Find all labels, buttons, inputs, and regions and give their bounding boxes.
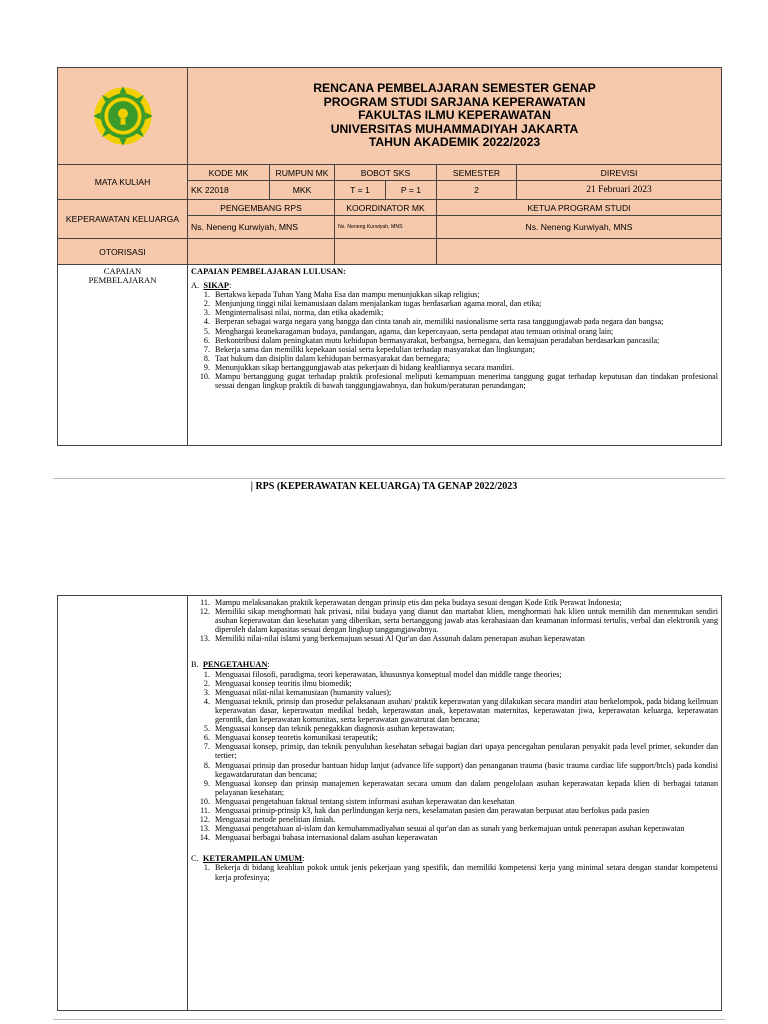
keterampilan-heading: C. KETERAMPILAN UMUM: <box>191 854 305 864</box>
semester-header: SEMESTER <box>437 165 517 181</box>
pengetahuan-item: 1. Menguasai filosofi, paradigma, teori keperawatan, khususnya konseptual model dan middle range theories; <box>212 670 718 679</box>
logo-cell <box>58 68 188 165</box>
sikap-item: 11. Mampu melaksanakan praktik keperawatan dengan prinsip etis dan peka budaya sesuai dengan Kode Etik Perawat Indonesia; <box>212 598 718 607</box>
pengetahuan-item: 14. Menguasai berbagai bahasa internasional dalam asuhan keperawatan <box>212 833 718 842</box>
pengetahuan-item: 9. Menguasai konsep dan prinsip manajemen keperawatan secara umum dan dalam pengelolaan asuhan keperawatan kepada klien di berbagai tatanan pelayanan kesehatan; <box>212 779 718 797</box>
title-line-2: PROGRAM STUDI SARJANA KEPERAWATAN <box>323 94 586 109</box>
rumpun-mk-header: RUMPUN MK <box>270 165 335 181</box>
footer-divider-2 <box>53 1019 725 1020</box>
otorisasi-sign-3 <box>437 239 722 265</box>
sikap-item: 7. Bekerja sama dan memiliki kepekaan sosial serta kepedulian terhadap masyarakat dan lingkungan; <box>212 345 718 354</box>
pengetahuan-item: 10. Menguasai pengetahuan faktual tentang sistem informasi asuhan keperawatan dan kesehatan <box>212 797 718 806</box>
pengetahuan-item: 11. Menguasai prinsip-prinsip k3, hak dan perlindungan kerja ners, keselamatan pasien dan perawatan berpusat atau berfokus pada pasien <box>212 806 718 815</box>
sikap-item: 5. Menghargai keanekaragaman budaya, pandangan, agama, dan kepercayaan, serta pendapat atau temuan orisinal orang lain; <box>212 327 718 336</box>
pengetahuan-item: 3. Menguasai nilai-nilai kemanusiaan (humanity values); <box>212 688 718 697</box>
sikap-item: 13. Memiliki nilai-nilai islami yang berkemajuan sesuai Al Qur'an dan Assunah dalam penerapan asuhan keperawatan <box>212 634 718 643</box>
pengetahuan-item: 8. Menguasai prinsip dan prosedur bantuan hidup lanjut (advance life support) dan penanganan trauma (basic trauma cardiac life support/btcls) pada kondisi kegawatdaruratan dan bencana; <box>212 761 718 779</box>
capaian-content <box>188 265 722 446</box>
bobot-sks-header: BOBOT SKS <box>335 165 437 181</box>
sikap-item: 6. Berkontribusi dalam peningkatan mutu kehidupan bermasyarakat, berbangsa, bernegara, dan kemajuan peradaban berdasarkan pancasila; <box>212 336 718 345</box>
capaian-table-page-2 <box>57 595 722 1011</box>
rps-page-1 <box>57 67 721 446</box>
otorisasi-label: OTORISASI <box>58 239 188 265</box>
sks-praktik-value: P = 1 <box>386 181 437 200</box>
pengembang-rps-header: PENGEMBANG RPS <box>188 200 335 216</box>
capaian-label-continued <box>58 596 188 1011</box>
title-line-4: UNIVERSITAS MUHAMMADIYAH JAKARTA <box>330 121 579 136</box>
capaian-table-page-1 <box>57 264 722 446</box>
keterampilan-item: 1. Bekerja di bidang keahlian pokok untuk jenis pekerjaan yang spesifik, dan memiliki kompetensi kerja yang minimal setara dengan standar kompetensi kerja profesinya; <box>212 863 718 881</box>
sikap-heading: A. SIKAP: <box>191 281 232 291</box>
direvisi-value: 21 Februari 2023 <box>517 181 722 200</box>
kode-mk-value: KK 22018 <box>188 181 270 200</box>
sikap-item: 10. Mampu bertanggung gugat terhadap praktik profesional meliputi kemampuan menerima tanggung gugat terhadap keputusan dan tindakan profesional sesuai dengan lingkup praktik di bawah tanggungjawabnya, dan hukum/peraturan perundangan; <box>212 372 718 390</box>
sikap-item: 12. Memiliki sikap menghormati hak privasi, nilai budaya yang dianut dan martabat klien, menghormati hak klien untuk memilih dan menentukan sendiri asuhan keperawatan dan kesehatan yang diberikan, serta bertanggung jawab atas kerahasiaan dan keamanan informasi tertulis, verbal dan elektronik yang diperoleh dalam kapasitas sesuai dengan lingkup tanggungjawabnya. <box>212 607 718 634</box>
ketua-prodi-value: Ns. Neneng Kurwiyah, MNS <box>437 216 722 239</box>
document-title <box>188 68 722 165</box>
university-logo-icon <box>92 85 154 147</box>
pengembang-rps-value: Ns. Neneng Kurwiyah, MNS <box>188 216 335 239</box>
mata-kuliah-label: MATA KULIAH <box>58 165 188 200</box>
pengetahuan-item: 13. Menguasai pengetahuan al-islam dan kemuhammadiyahan sesuai al qur'an dan as sunah yang berkemajuan untuk penerapan asuhan keperawatan <box>212 824 718 833</box>
pengetahuan-item: 6. Menguasai konsep teoretis komunikasi terapeutik; <box>212 733 718 742</box>
sikap-list <box>191 290 718 390</box>
rumpun-mk-value: MKK <box>270 181 335 200</box>
semester-value: 2 <box>437 181 517 200</box>
page-footer: | RPS (KEPERAWATAN KELUARGA) TA GENAP 2022/2023 <box>250 481 518 492</box>
koordinator-mk-header: KOORDINATOR MK <box>335 200 437 216</box>
pengetahuan-item: 2. Menguasai konsep teoritis ilmu biomedik; <box>212 679 718 688</box>
koordinator-mk-value: Ns. Neneng Kurwiyah, MNS <box>335 216 437 239</box>
title-line-3: FAKULTAS ILMU KEPERAWATAN <box>358 108 551 123</box>
sikap-item: 4. Berperan sebagai warga negara yang bangga dan cinta tanah air, memiliki nasionalisme serta rasa tanggungjawab pada negara dan bangsa; <box>212 317 718 326</box>
pengetahuan-heading: B. PENGETAHUAN: <box>191 660 270 670</box>
sikap-list-continued <box>191 598 718 643</box>
pengetahuan-item: 5. Menguasai konsep dan teknik penegakkan diagnosis asuhan keperawatan; <box>212 724 718 733</box>
capaian-label: CAPAIAN PEMBELAJARAN <box>58 265 188 446</box>
title-line-1: RENCANA PEMBELAJARAN SEMESTER GENAP <box>313 81 596 96</box>
pengetahuan-item: 7. Menguasai konsep, prinsip, dan teknik penyuluhan kesehatan sebagai bagian dari upaya pencegahan penularan penyakit pada level primer, sekunder dan tertier; <box>212 742 718 760</box>
rps-page-2 <box>57 595 721 1011</box>
sikap-item: 2. Menjunjung tinggi nilai kemanusiaan dalam menjalankan tugas berdasarkan agama moral, dan etika; <box>212 299 718 308</box>
direvisi-header: DIREVISI <box>517 165 722 181</box>
sikap-item: 1. Bertakwa kepada Tuhan Yang Maha Esa dan mampu menunjukkan sikap religius; <box>212 290 718 299</box>
sikap-item: 9. Menunjukkan sikap bertanggungjawab atas pekerjaan di bidang keahliannya secara mandiri. <box>212 363 718 372</box>
capaian-content-continued <box>188 596 722 1011</box>
pengetahuan-list <box>191 670 718 843</box>
kode-mk-header: KODE MK <box>188 165 270 181</box>
pengetahuan-item: 4. Menguasai teknik, prinsip dan prosedur pelaksanaan asuhan/ praktik keperawatan yang dilakukan secara mandiri atau berkelompok, pada bidang keilmuan keperawatan dasar, keperawatan medikal bedah, keperawatan anak, keperawatan maternitas, keperawatan jiwa, keperawatan keluarga, keperawatan gerontik, dan keperawatan komunitas, serta keperawatan gawatrurat dan bencana; <box>212 697 718 724</box>
otorisasi-sign-1 <box>188 239 335 265</box>
course-name: KEPERAWATAN KELUARGA <box>58 200 188 239</box>
pengetahuan-item: 12. Menguasai metode penelitian ilmiah. <box>212 815 718 824</box>
ketua-prodi-header: KETUA PROGRAM STUDI <box>437 200 722 216</box>
capaian-title: CAPAIAN PEMBELAJARAN LULUSAN: <box>191 267 346 276</box>
sikap-item: 8. Taat hukum dan disiplin dalam kehidupan bermasyarakat dan bernegara; <box>212 354 718 363</box>
rps-header-table <box>57 67 722 265</box>
keterampilan-list <box>191 863 718 881</box>
sikap-item: 3. Menginternalisasi nilai, norma, dan etika akademik; <box>212 308 718 317</box>
sks-teori-value: T = 1 <box>335 181 386 200</box>
title-line-5: TAHUN AKADEMIK 2022/2023 <box>368 135 541 150</box>
otorisasi-sign-2 <box>335 239 437 265</box>
footer-divider <box>53 478 725 479</box>
